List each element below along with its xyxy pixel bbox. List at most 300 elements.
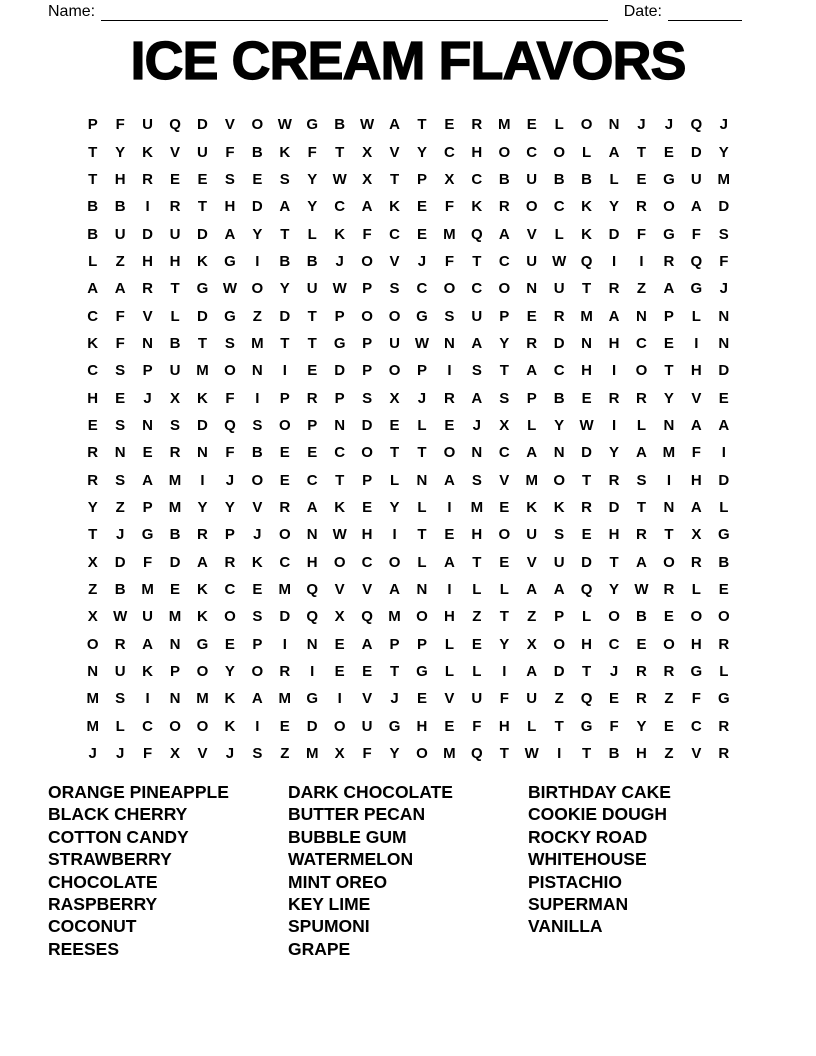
word-list-item: KEY LIME [288,894,371,915]
word-list-item: GRAPE [288,938,351,959]
grid-letter: A [471,389,483,407]
grid-letter: M [86,717,99,735]
grid-letter: A [608,307,620,325]
grid-letter: Y [609,444,620,462]
grid-letter: N [416,581,428,599]
grid-letter: R [87,471,99,489]
grid-letter: O [196,717,209,735]
grid-letter: Q [224,416,236,434]
grid-letter: P [252,635,263,653]
grid-letter: Y [499,635,510,653]
grid-letter: H [361,526,373,544]
grid-letter: P [499,307,510,325]
grid-letter: Z [252,307,262,325]
grid-letter: E [444,416,455,434]
grid-letter: C [443,143,455,161]
grid-letter: B [114,581,126,599]
grid-letter: A [636,553,647,571]
grid-letter: F [115,116,125,134]
grid-letter: E [581,526,592,544]
grid-letter: M [168,608,182,626]
grid-letter: V [389,143,400,161]
grid-letter: Y [224,663,235,681]
grid-letter: Y [609,581,620,599]
grid-letter: R [608,280,620,298]
grid-letter: I [337,690,342,708]
grid-letter: Y [416,143,427,161]
grid-letter: L [582,608,592,626]
grid-letter: T [307,307,317,325]
grid-letter: I [611,416,617,434]
grid-letter: H [306,553,318,571]
grid-letter: E [87,416,98,434]
grid-letter: D [251,198,263,216]
grid-letter: O [333,717,346,735]
word-list-item: SPUMONI [288,916,370,937]
grid-letter: P [279,389,290,407]
grid-letter: M [443,745,456,763]
grid-letter: L [417,416,427,434]
grid-letter: U [553,553,565,571]
grid-letter: O [663,635,675,653]
grid-letter: E [279,444,290,462]
grid-letter: T [499,362,509,380]
grid-letter: Y [718,143,729,161]
grid-letter: F [115,334,125,352]
grid-letter: P [416,170,427,188]
grid-letter: K [197,608,208,626]
grid-letter: G [388,717,401,735]
word-list-item: DARK CHOCOLATE [288,782,453,802]
grid-letter: Q [169,116,181,134]
grid-letter: B [581,170,593,188]
grid-letter: B [87,225,99,243]
grid-letter: P [526,389,537,407]
grid-letter: E [471,635,482,653]
grid-letter: Z [88,581,98,599]
grid-letter: U [389,334,400,352]
grid-letter: Y [389,498,400,516]
grid-letter: M [580,307,593,325]
grid-letter: R [663,581,675,599]
grid-letter: G [663,170,675,188]
grid-letter: G [333,334,346,352]
word-list-column [288,781,528,960]
grid-letter: G [306,690,319,708]
grid-letter: O [608,608,620,626]
grid-letter: K [142,143,154,161]
word-list-item: WATERMELON [288,849,414,870]
grid-letter: S [115,416,126,434]
grid-letter: L [636,416,647,434]
grid-letter: A [498,225,510,243]
grid-letter: H [114,170,126,188]
grid-letter: L [444,663,454,681]
grid-letter: E [581,389,592,407]
grid-letter: O [196,663,209,681]
grid-letter: O [416,745,428,763]
grid-letter: F [719,252,729,270]
grid-letter: U [526,170,538,188]
grid-letter: X [170,389,181,407]
grid-letter: H [581,635,593,653]
grid-letter: A [251,690,263,708]
grid-letter: F [444,198,454,216]
grid-letter: S [389,280,400,298]
grid-letter: T [88,526,98,544]
grid-letter: W [332,280,347,298]
grid-letter: M [168,471,182,489]
grid-letter: O [251,663,264,681]
grid-letter: W [552,252,567,270]
grid-letter: K [471,198,483,216]
grid-letter: L [472,663,482,681]
grid-letter: N [663,416,675,434]
word-list-column [48,781,288,960]
grid-letter: K [389,198,400,216]
grid-letter: H [636,745,647,763]
grid-letter: T [472,553,482,571]
grid-letter: O [416,608,428,626]
grid-letter: T [664,526,674,544]
grid-letter: U [471,690,483,708]
grid-letter: H [608,526,620,544]
grid-letter: E [224,635,235,653]
grid-letter: T [636,498,647,516]
grid-letter: I [255,717,260,735]
grid-letter: S [115,362,126,380]
grid-letter: P [416,362,427,380]
grid-letter: E [444,116,455,134]
grid-letter: S [554,526,565,544]
grid-letter: D [718,362,730,380]
grid-letter: A [526,581,538,599]
grid-letter: W [277,116,292,134]
grid-letter: E [526,307,537,325]
grid-letter: J [335,252,344,270]
grid-letter: T [499,745,509,763]
grid-letter: A [224,225,236,243]
grid-letter: E [444,717,455,735]
grid-letter: E [170,170,181,188]
grid-letter: X [334,745,345,763]
grid-letter: I [447,362,452,380]
grid-letter: O [224,362,236,380]
grid-letter: F [499,690,509,708]
grid-letter: H [498,717,510,735]
grid-letter: S [718,225,729,243]
grid-letter: C [142,717,154,735]
grid-letter: U [114,225,126,243]
grid-letter: L [527,717,537,735]
grid-letter: Y [389,745,400,763]
grid-letter: S [115,690,126,708]
grid-letter: R [636,663,647,681]
grid-letter: R [636,526,647,544]
grid-letter: C [526,143,538,161]
grid-letter: V [362,690,373,708]
grid-letter: C [608,635,620,653]
grid-letter: O [443,444,456,462]
grid-letter: B [608,745,620,763]
grid-letter: G [196,280,209,298]
grid-letter: H [87,389,99,407]
grid-letter: A [526,362,538,380]
grid-letter: D [197,416,208,434]
grid-letter: X [499,416,510,434]
grid-letter: O [224,608,236,626]
grid-letter: V [499,471,510,489]
grid-letter: E [307,444,318,462]
grid-letter: L [609,170,619,188]
grid-letter: A [636,444,647,462]
grid-letter: R [608,471,620,489]
grid-letter: E [362,663,373,681]
grid-letter: L [170,307,180,325]
grid-letter: M [86,690,99,708]
grid-letter: F [225,444,235,462]
grid-letter: G [224,307,236,325]
grid-letter: I [282,362,287,380]
grid-letter: C [334,444,346,462]
grid-letter: S [224,334,235,352]
grid-letter: W [524,745,539,763]
grid-letter: W [579,416,594,434]
word-list-item: CHOCOLATE [48,871,158,892]
grid-letter: V [691,745,702,763]
grid-letter: V [691,389,702,407]
grid-letter: A [526,663,538,681]
grid-letter: T [417,116,427,134]
grid-letter: L [691,307,701,325]
grid-letter: M [470,498,484,516]
grid-letter: O [388,307,401,325]
grid-letter: H [608,334,620,352]
grid-letter: I [721,444,726,462]
grid-letter: G [196,635,209,653]
grid-letter: Y [499,334,510,352]
grid-letter: N [553,444,565,462]
grid-letter: O [690,608,703,626]
grid-letter: C [334,198,346,216]
grid-letter: E [663,334,674,352]
grid-letter: L [719,663,729,681]
word-list-item: PISTACHIO [528,871,622,892]
grid-letter: M [498,116,511,134]
grid-letter: T [609,553,619,571]
grid-letter: D [169,553,181,571]
grid-letter: I [282,635,287,653]
grid-letter: A [306,498,318,516]
word-list-item: STRAWBERRY [48,849,172,870]
grid-letter: J [88,745,97,763]
grid-letter: T [307,334,317,352]
grid-letter: D [608,498,620,516]
grid-letter: O [361,252,373,270]
grid-letter: R [197,526,208,544]
grid-letter: U [526,526,538,544]
grid-letter: K [224,690,236,708]
grid-letter: O [663,198,675,216]
grid-letter: T [582,745,592,763]
grid-letter: E [416,198,427,216]
grid-letter: U [114,663,126,681]
grid-letter: O [553,635,565,653]
grid-letter: M [305,745,319,763]
grid-letter: C [87,362,99,380]
grid-letter: B [553,389,565,407]
grid-letter: N [416,471,428,489]
grid-letter: O [86,635,99,653]
grid-letter: I [145,198,150,216]
grid-letter: V [224,116,235,134]
grid-letter: M [388,608,401,626]
grid-letter: T [88,143,98,161]
grid-letter: I [447,498,452,516]
grid-letter: S [499,389,510,407]
grid-letter: A [279,198,291,216]
grid-letter: Z [664,745,674,763]
grid-letter: N [87,663,99,681]
grid-letter: G [224,252,236,270]
word-list-item: SUPERMAN [528,894,629,915]
grid-letter: E [663,717,674,735]
grid-letter: V [362,581,373,599]
word-list-item: RASPBERRY [48,894,158,915]
grid-letter: A [471,334,483,352]
grid-letter: G [141,526,154,544]
grid-letter: D [334,362,346,380]
grid-letter: Z [664,690,674,708]
grid-letter: R [636,389,647,407]
grid-letter: Q [361,608,373,626]
grid-letter: D [197,116,208,134]
grid-letter: E [389,416,400,434]
grid-letter: T [170,280,180,298]
grid-letter: H [471,526,483,544]
grid-letter: R [142,280,154,298]
grid-letter: Y [197,498,208,516]
grid-letter: F [115,307,125,325]
grid-letter: L [417,498,427,516]
word-list-item: BUBBLE GUM [288,826,407,847]
grid-letter: C [361,553,373,571]
grid-letter: Q [306,608,319,626]
grid-letter: N [306,526,318,544]
grid-letter: R [279,498,291,516]
grid-letter: R [718,635,730,653]
grid-letter: L [719,498,729,516]
grid-letter: P [362,362,373,380]
grid-letter: B [251,143,263,161]
grid-letter: P [362,334,373,352]
grid-letter: R [443,389,455,407]
grid-letter: E [115,389,126,407]
grid-letter: P [334,307,345,325]
grid-letter: G [663,225,675,243]
grid-letter: V [526,553,537,571]
date-label: Date: [623,3,662,20]
grid-letter: Z [527,608,537,626]
grid-letter: E [252,170,263,188]
grid-letter: L [582,143,592,161]
grid-letter: S [252,745,263,763]
grid-letter: E [279,471,290,489]
grid-letter: S [170,416,181,434]
grid-letter: V [444,690,455,708]
grid-letter: R [690,553,702,571]
grid-letter: U [169,362,181,380]
grid-letter: P [170,663,181,681]
grid-letter: A [608,143,620,161]
grid-letter: T [582,471,592,489]
grid-letter: I [255,389,260,407]
grid-letter: Y [636,717,647,735]
grid-letter: D [361,416,373,434]
word-list-item: BIRTHDAY CAKE [528,782,671,802]
grid-letter: C [498,444,510,462]
grid-letter: D [553,334,565,352]
grid-letter: G [416,307,428,325]
grid-letter: N [663,498,675,516]
grid-letter: P [142,498,153,516]
grid-letter: Y [609,198,620,216]
grid-letter: N [251,362,263,380]
grid-letter: U [690,170,702,188]
grid-letter: C [389,225,400,243]
grid-letter: M [251,334,264,352]
grid-letter: E [499,498,510,516]
grid-letter: J [115,745,125,763]
grid-letter: O [717,608,730,626]
grid-letter: U [526,252,538,270]
grid-letter: A [690,498,702,516]
grid-letter: Z [636,280,647,298]
grid-letter: V [170,143,181,161]
grid-letter: L [88,252,98,270]
grid-letter: C [471,170,483,188]
grid-letter: L [554,116,564,134]
grid-letter: P [416,635,427,653]
grid-letter: K [87,334,99,352]
grid-letter: A [197,553,208,571]
grid-letter: T [582,663,592,681]
grid-letter: R [224,553,236,571]
grid-letter: D [553,663,565,681]
grid-letter: R [471,116,483,134]
grid-letter: W [332,170,347,188]
grid-letter: L [115,717,125,735]
grid-letter: O [278,526,291,544]
grid-letter: T [389,444,400,462]
grid-letter: O [498,143,511,161]
grid-letter: H [142,252,154,270]
grid-letter: R [142,170,154,188]
grid-letter: B [636,608,647,626]
grid-letter: I [611,362,617,380]
grid-letter: K [224,717,236,735]
grid-letter: B [718,553,730,571]
grid-letter: K [553,498,565,516]
grid-letter: L [417,553,427,571]
grid-letter: O [169,717,181,735]
grid-letter: F [143,745,153,763]
grid-letter: X [526,635,537,653]
grid-letter: E [142,444,153,462]
grid-letter: T [280,334,290,352]
word-list-item: BLACK CHERRY [48,804,188,825]
date-blank-line [668,3,742,21]
